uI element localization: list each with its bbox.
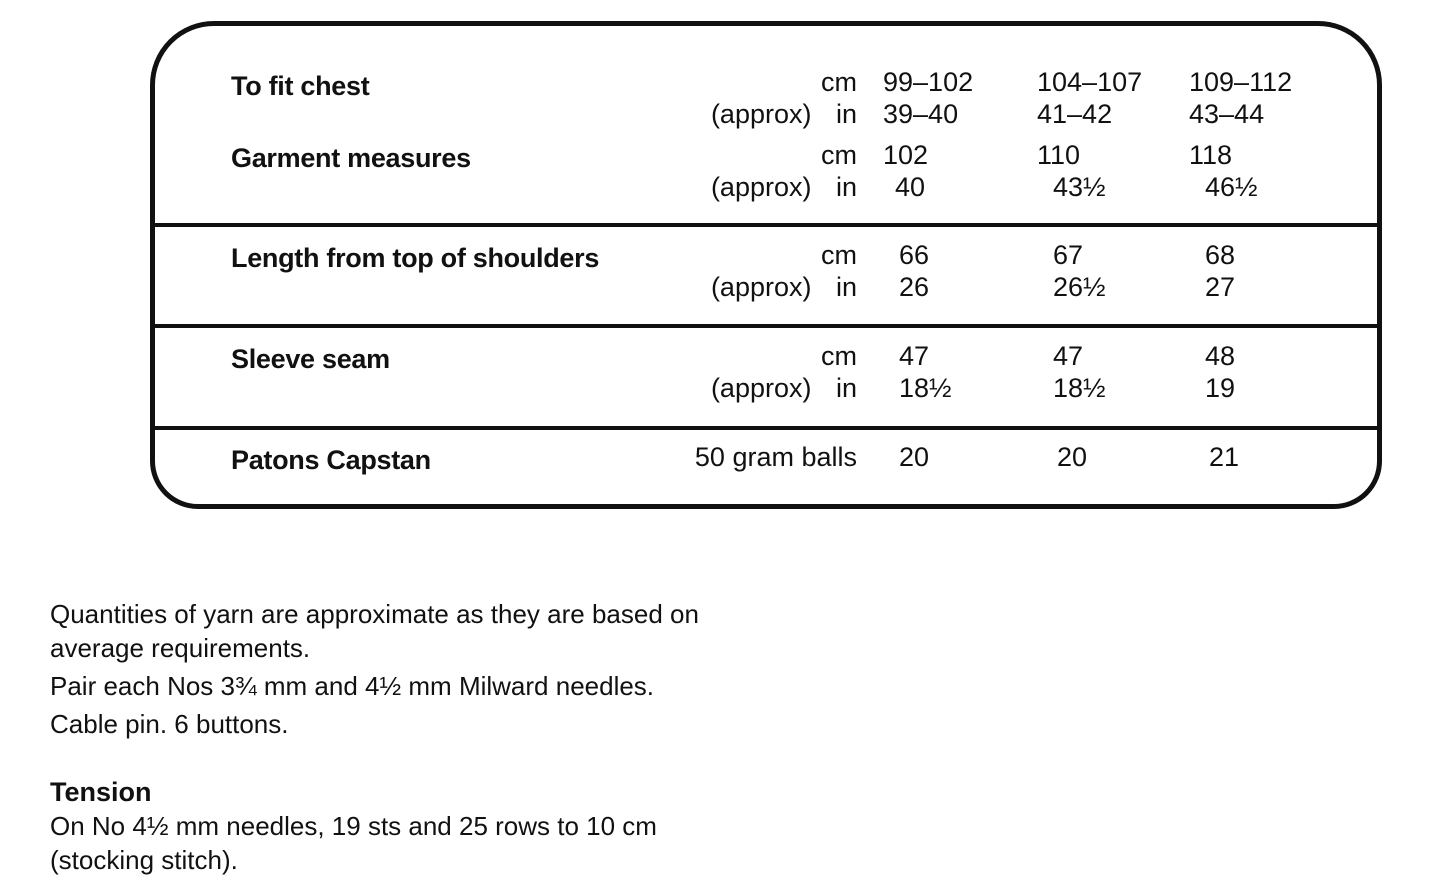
size-value: 102	[883, 140, 929, 170]
size-value: 110	[1037, 140, 1081, 170]
size-value: 46½	[1205, 172, 1258, 202]
table-section-yarn	[155, 426, 1377, 509]
table-section-length	[155, 223, 1377, 327]
table-section-chest-garment	[155, 26, 1377, 225]
size-value: 41–42	[1037, 99, 1113, 129]
size-value: 109–112	[1189, 67, 1293, 97]
unit-label: 50 gram balls	[694, 442, 857, 472]
row-label-length: Length from top of shoulders	[231, 243, 600, 273]
size-value: 40	[895, 172, 926, 202]
size-value: 26½	[1053, 272, 1106, 302]
size-value: 48	[1205, 341, 1236, 371]
row-label-to-fit-chest: To fit chest	[231, 71, 370, 101]
table-row	[155, 441, 1377, 473]
size-value: 27	[1205, 272, 1236, 302]
table-row	[155, 139, 1377, 171]
table-row	[155, 340, 1377, 372]
unit-label: cm	[821, 67, 857, 97]
size-value: 39–40	[883, 99, 959, 129]
extras-note: Cable pin. 6 buttons.	[50, 709, 289, 739]
size-value: 19	[1205, 373, 1236, 403]
row-label-yarn: Patons Capstan	[231, 445, 431, 475]
table-row	[155, 239, 1377, 271]
unit-label: (approx) in	[710, 99, 857, 129]
table-row	[155, 66, 1377, 98]
unit-label: (approx) in	[710, 172, 857, 202]
table-section-sleeve	[155, 324, 1377, 428]
size-value: 67	[1053, 240, 1084, 270]
table-row	[155, 171, 1377, 203]
tension-heading: Tension	[50, 777, 152, 807]
size-value: 43–44	[1189, 99, 1265, 129]
tension-description: On No 4½ mm needles, 19 sts and 25 rows to 10 cm (stocking stitch).	[50, 811, 657, 875]
quantities-note: Quantities of yarn are approximate as they are based on average requirements.	[50, 599, 699, 663]
size-value: 68	[1205, 240, 1236, 270]
size-value: 20	[1057, 442, 1088, 472]
size-value: 18½	[899, 373, 952, 403]
unit-label: cm	[821, 341, 857, 371]
measurements-table	[150, 21, 1382, 509]
row-label-sleeve-seam: Sleeve seam	[231, 344, 390, 374]
table-row	[155, 271, 1377, 303]
size-value: 104–107	[1037, 67, 1143, 97]
size-value: 66	[899, 240, 930, 270]
row-label-garment-measures: Garment measures	[231, 143, 471, 173]
materials-notes	[50, 597, 750, 741]
size-value: 18½	[1053, 373, 1106, 403]
unit-label: cm	[821, 240, 857, 270]
tension-text	[50, 809, 730, 877]
table-row	[155, 372, 1377, 404]
unit-label: cm	[821, 140, 857, 170]
size-value: 21	[1209, 442, 1240, 472]
size-value: 20	[899, 442, 930, 472]
unit-label: (approx) in	[710, 373, 857, 403]
unit-label: (approx) in	[710, 272, 857, 302]
size-value: 99–102	[883, 67, 974, 97]
size-value: 47	[1053, 341, 1084, 371]
size-value: 26	[899, 272, 930, 302]
size-value: 118	[1189, 140, 1233, 170]
needles-note: Pair each Nos 3¾ mm and 4½ mm Milward needles.	[50, 671, 655, 701]
size-value: 43½	[1053, 172, 1106, 202]
table-row	[155, 98, 1377, 130]
size-value: 47	[899, 341, 930, 371]
